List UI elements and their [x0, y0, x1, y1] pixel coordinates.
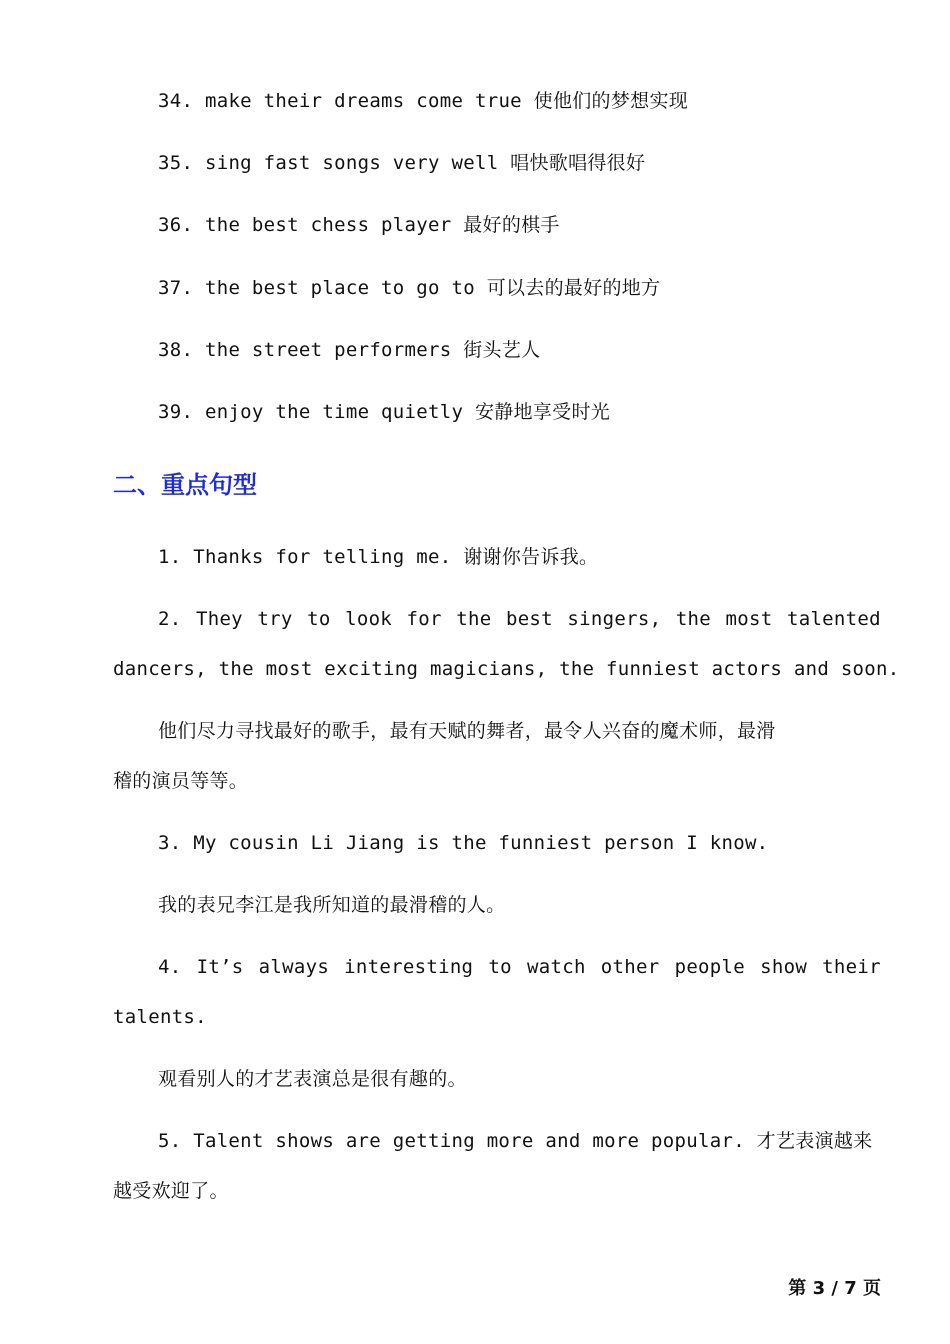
word: the — [675, 608, 712, 630]
sentence-3: 3. My cousin Li Jiang is the funniest person I know. — [158, 832, 769, 854]
phrase-36 — [158, 212, 560, 238]
word: the — [456, 608, 492, 630]
word: their — [822, 956, 881, 978]
phrase-text: the best chess player 最好的棋手 — [204, 214, 560, 236]
word: most — [725, 608, 773, 630]
word: always — [258, 956, 330, 978]
word: watch — [526, 956, 586, 978]
phrase-37 — [158, 275, 660, 301]
word: to — [488, 956, 512, 978]
phrase-text: sing fast songs very well 唱快歌唱得很好 — [204, 152, 646, 174]
sentence-2-line-1 — [158, 606, 881, 632]
sentence-4-line-2: talents. — [113, 1006, 207, 1028]
word: look — [345, 608, 393, 630]
word: 4. — [158, 956, 182, 978]
section-heading: 二、重点句型 — [113, 471, 257, 499]
word: for — [406, 608, 442, 630]
phrase-38 — [158, 337, 540, 363]
sentence-1: 1. Thanks for telling me. 谢谢你告诉我。 — [158, 546, 599, 568]
word: 2. — [158, 608, 182, 630]
word: try — [257, 608, 293, 630]
phrase-number: 35. — [158, 152, 194, 174]
sentence-2-translation-line-2: 稽的演员等等。 — [113, 770, 249, 792]
sentence-5-line-2: 越受欢迎了。 — [113, 1180, 229, 1202]
phrase-number: 38. — [158, 339, 194, 361]
phrase-34 — [158, 88, 688, 114]
word: people — [674, 956, 746, 978]
phrase-text: enjoy the time quietly 安静地享受时光 — [204, 401, 611, 423]
word: It’s — [196, 956, 244, 978]
phrase-number: 34. — [158, 90, 194, 112]
sentence-4-line-1 — [158, 954, 881, 980]
phrase-text: the street performers 街头艺人 — [204, 339, 541, 361]
phrase-35 — [158, 150, 645, 176]
word: They — [195, 608, 243, 630]
sentence-5-line-1: 5. Talent shows are getting more and more popular. 才艺表演越来 — [158, 1130, 873, 1152]
word: interesting — [344, 956, 474, 978]
word: show — [760, 956, 808, 978]
phrase-text: the best place to go to 可以去的最好的地方 — [204, 277, 661, 299]
sentence-2-line-2: dancers, the most exciting magicians, the funniest actors and soon. — [113, 658, 900, 680]
phrase-39 — [158, 399, 610, 425]
sentence-4-translation: 观看别人的才艺表演总是很有趣的。 — [158, 1068, 467, 1090]
phrase-number: 37. — [158, 277, 194, 299]
word: singers, — [567, 608, 662, 630]
word: other — [600, 956, 660, 978]
page-number: 第 3 / 7 页 — [788, 1278, 881, 1299]
sentence-3-translation: 我的表兄李江是我所知道的最滑稽的人。 — [158, 894, 506, 916]
sentence-2-translation-line-1: 他们尽力寻找最好的歌手，最有天赋的舞者，最令人兴奋的魔术师，最滑 — [158, 720, 776, 742]
phrase-number: 36. — [158, 214, 194, 236]
phrase-number: 39. — [158, 401, 194, 423]
word: talented — [786, 608, 881, 630]
phrase-text: make their dreams come true 使他们的梦想实现 — [204, 90, 689, 112]
word: best — [505, 608, 553, 630]
word: to — [307, 608, 331, 630]
